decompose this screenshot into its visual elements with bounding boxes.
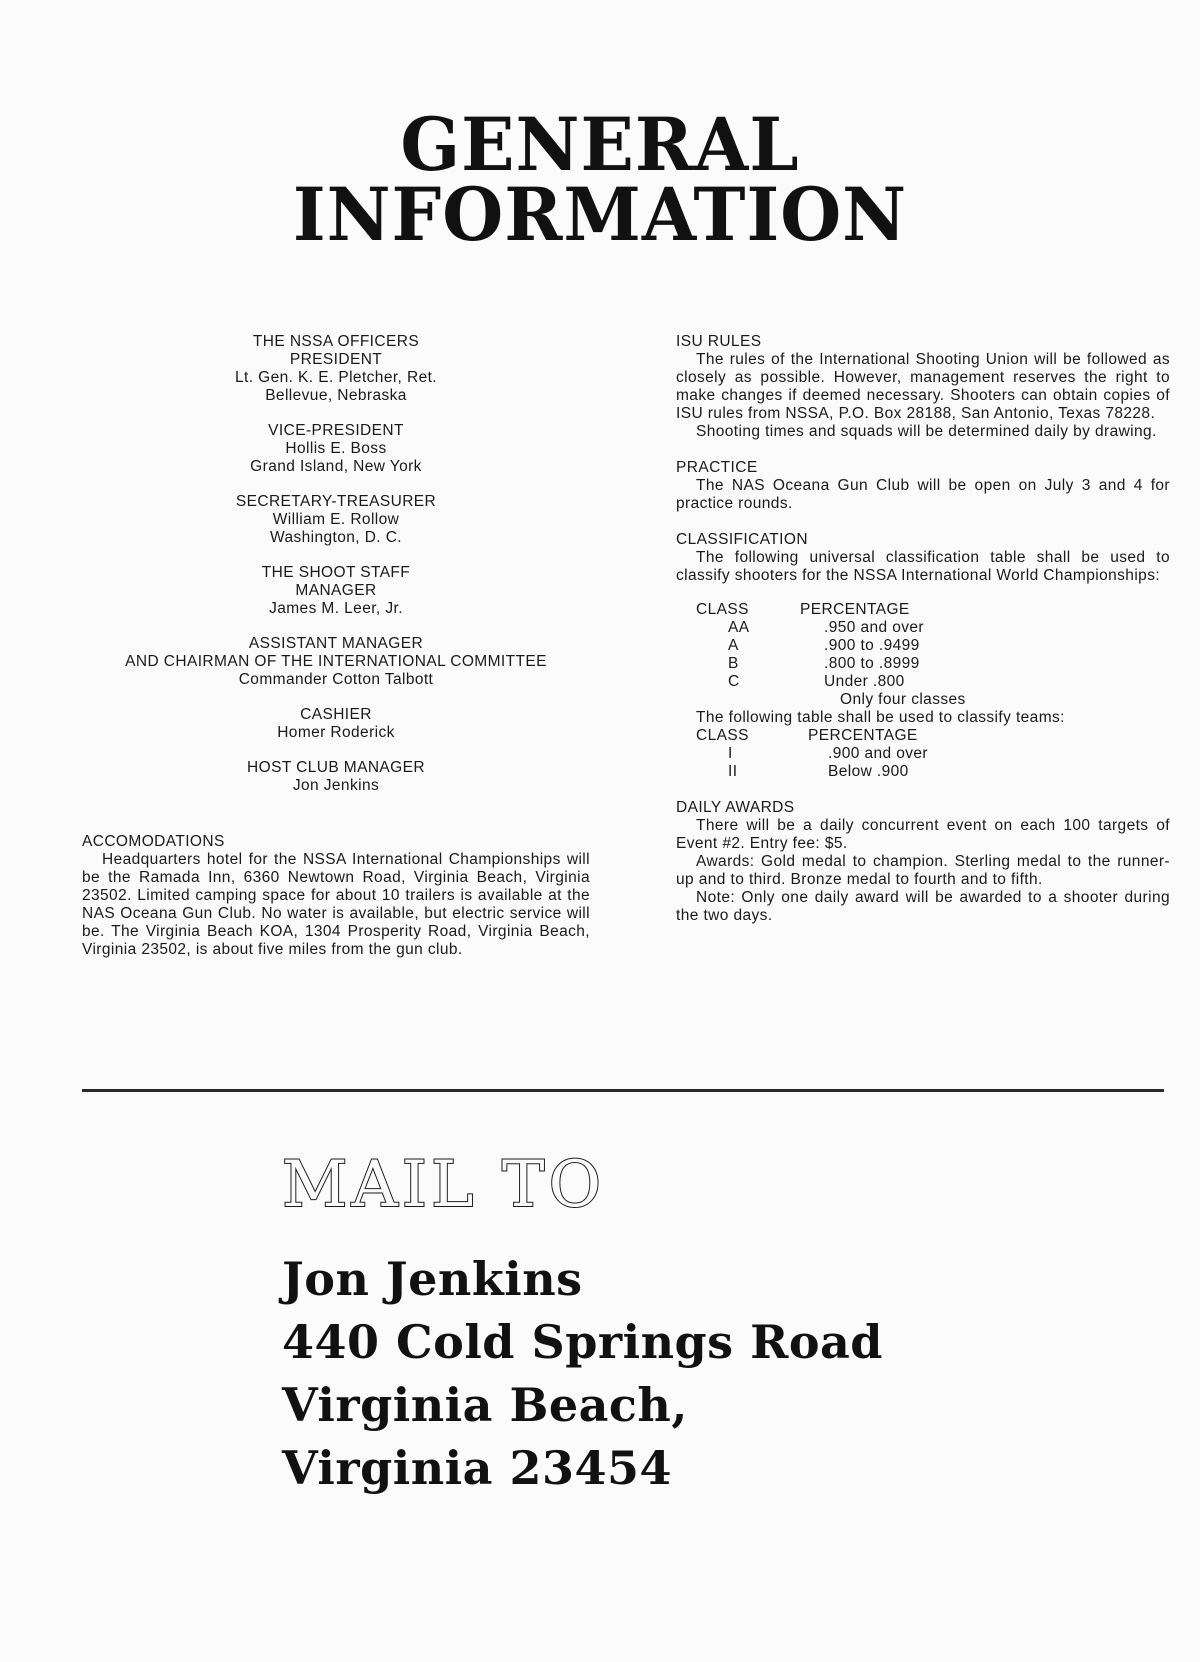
- staff-group-manager: [82, 564, 590, 618]
- class-cell: C: [728, 673, 740, 690]
- percentage-cell: .800 to .8999: [824, 655, 920, 672]
- mailing-address: [282, 1248, 883, 1500]
- mail-to-heading: MAIL TO: [282, 1148, 606, 1222]
- practice-text: The NAS Oceana Gun Club will be open on July 3 and 4 for practice rounds.: [676, 477, 1170, 512]
- table-row: [696, 619, 1170, 637]
- daily-awards-paragraph-3: Note: Only one daily award will be awarded to a shooter during the two days.: [676, 889, 1170, 924]
- staff-title-continued: AND CHAIRMAN OF THE INTERNATIONAL COMMITTEE: [125, 653, 547, 670]
- class-cell: AA: [728, 619, 750, 636]
- team-class-cell: II: [728, 763, 738, 780]
- staff-heading: THE SHOOT STAFF: [261, 564, 411, 581]
- team-table-row: [696, 745, 1170, 763]
- isu-rules-heading: ISU RULES: [676, 333, 762, 350]
- address-line-street: 440 Cold Springs Road: [282, 1315, 883, 1369]
- team-table-header-row: [696, 727, 1170, 745]
- team-percentage-cell: .900 and over: [828, 745, 928, 762]
- team-table-intro: The following table shall be used to classify teams:: [696, 709, 1065, 726]
- officer-name: Lt. Gen. K. E. Pletcher, Ret.: [235, 369, 437, 386]
- title-line-2: INFORMATION: [292, 170, 908, 259]
- practice-heading: PRACTICE: [676, 459, 758, 476]
- officer-name: William E. Rollow: [272, 511, 400, 528]
- isu-rules-paragraph-1: The rules of the International Shooting Union will be followed as closely as possible. However, management reserves the right to make changes if deemed necessary. Shooters can obtain copies of ISU rules from NSSA, P.O. Box 28188, San Antonio, Texas 78228.: [676, 351, 1170, 422]
- percentage-column-header: PERCENTAGE: [800, 601, 910, 618]
- daily-awards-paragraph-1: There will be a daily concurrent event on each 100 targets of Event #2. Entry fee: $5.: [676, 817, 1170, 852]
- officer-group-secretary-treasurer: [82, 493, 590, 547]
- staff-title: MANAGER: [295, 582, 377, 599]
- officers-section: [82, 333, 590, 795]
- daily-awards-paragraph-2: Awards: Gold medal to champion. Sterling medal to the runner-up and to third. Bronze medal to fourth and to fifth.: [676, 853, 1170, 888]
- left-column: [82, 333, 590, 959]
- table-row: [696, 637, 1170, 655]
- address-line-city: Virginia Beach,: [282, 1378, 688, 1432]
- officer-title: SECRETARY-TREASURER: [235, 493, 437, 510]
- staff-group-host-club-manager: [82, 759, 590, 795]
- team-class-cell: I: [728, 745, 733, 762]
- classification-text: The following universal classification table shall be used to classify shooters for the NSSA International World Championships:: [676, 549, 1170, 584]
- team-class-column-header: CLASS: [696, 727, 749, 744]
- officer-name: Hollis E. Boss: [285, 440, 387, 457]
- officer-title: VICE-PRESIDENT: [268, 422, 404, 439]
- staff-title: CASHIER: [300, 706, 372, 723]
- officer-group-president: [82, 351, 590, 405]
- officer-location: Bellevue, Nebraska: [265, 387, 407, 404]
- accomodations-heading: ACCOMODATIONS: [82, 833, 225, 850]
- page-title: [0, 100, 1200, 259]
- isu-rules-paragraph-2: Shooting times and squads will be determined daily by drawing.: [696, 423, 1157, 440]
- percentage-cell: .900 to .9499: [824, 637, 920, 654]
- isu-rules-section: [676, 333, 1170, 441]
- team-percentage-cell: Below .900: [828, 763, 909, 780]
- staff-title: ASSISTANT MANAGER: [248, 635, 424, 652]
- title-line-1: GENERAL: [400, 100, 800, 189]
- team-table-row: [696, 763, 1170, 781]
- staff-name: James M. Leer, Jr.: [269, 600, 403, 617]
- accomodations-section: [82, 833, 590, 959]
- table-row: [696, 673, 1170, 691]
- team-percentage-column-header: PERCENTAGE: [808, 727, 918, 744]
- classes-note: Only four classes: [840, 691, 966, 708]
- table-header-row: [696, 601, 1170, 619]
- classification-section: [676, 531, 1170, 781]
- section-divider: [82, 1089, 1164, 1092]
- staff-title: HOST CLUB MANAGER: [247, 759, 425, 776]
- class-column-header: CLASS: [696, 601, 749, 618]
- officer-title: PRESIDENT: [289, 351, 383, 368]
- practice-section: [676, 459, 1170, 513]
- daily-awards-section: [676, 799, 1170, 925]
- staff-name: Homer Roderick: [277, 724, 395, 741]
- officer-group-vice-president: [82, 422, 590, 476]
- classification-heading: CLASSIFICATION: [676, 531, 808, 548]
- table-row: [696, 655, 1170, 673]
- staff-name: Commander Cotton Talbott: [238, 671, 434, 688]
- percentage-cell: Under .800: [824, 673, 905, 690]
- staff-group-cashier: [82, 706, 590, 742]
- staff-group-assistant-manager: [82, 635, 590, 689]
- address-line-state-zip: Virginia 23454: [282, 1441, 673, 1495]
- classification-table: [696, 601, 1170, 709]
- daily-awards-heading: DAILY AWARDS: [676, 799, 795, 816]
- officer-location: Grand Island, New York: [250, 458, 422, 475]
- right-column: [676, 333, 1170, 925]
- class-cell: A: [728, 637, 739, 654]
- officers-heading: THE NSSA OFFICERS: [252, 333, 420, 350]
- address-line-name: Jon Jenkins: [282, 1252, 583, 1306]
- class-cell: B: [728, 655, 739, 672]
- officer-location: Washington, D. C.: [270, 529, 402, 546]
- accomodations-text: Headquarters hotel for the NSSA International Championships will be the Ramada Inn, 6360 Newtown Road, Virginia Beach, Virginia 23502. Limited camping space for about 10 trailers is available at the NAS Oceana Gun Club. No water is available, but electric service will be. The Virginia Beach KOA, 1304 Prosperity Road, Virginia Beach, Virginia 23502, is about five miles from the gun club.: [82, 851, 590, 958]
- percentage-cell: .950 and over: [824, 619, 924, 636]
- staff-name: Jon Jenkins: [292, 777, 380, 794]
